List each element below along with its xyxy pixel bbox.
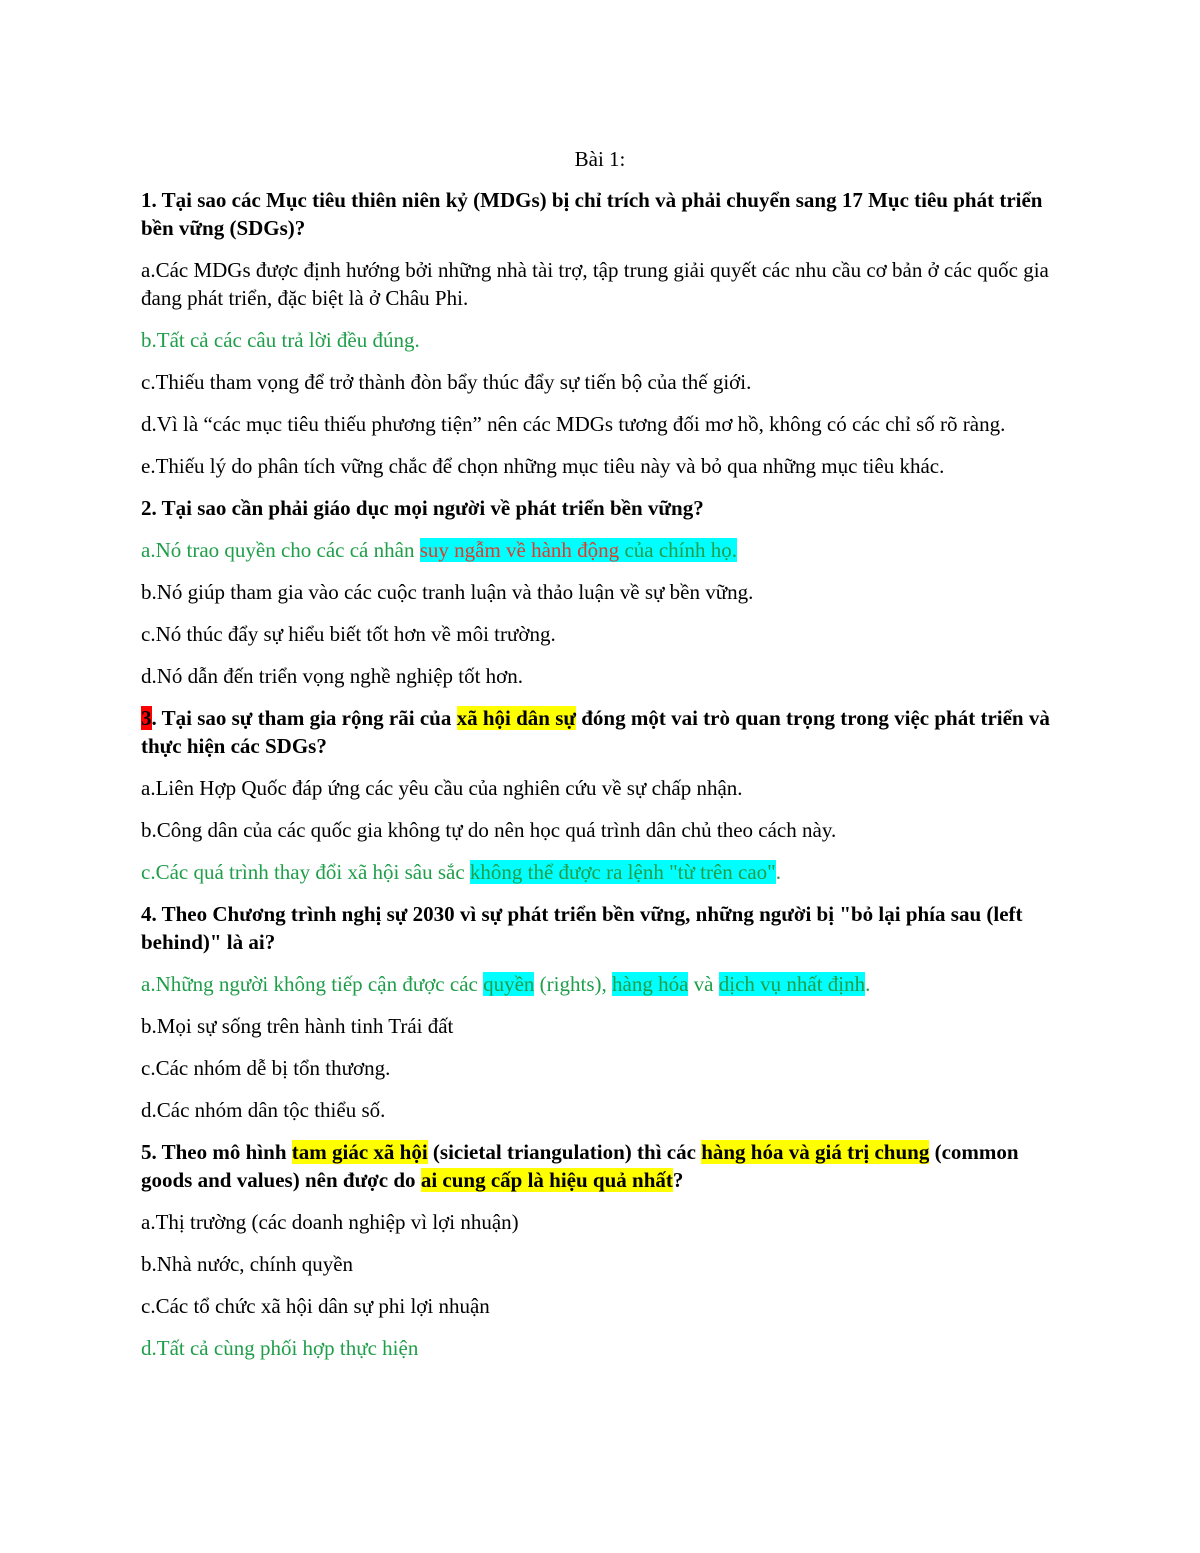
answer-3c-text: c.Các quá trình thay đổi xã hội sâu sắc	[141, 860, 470, 884]
answer-4a-highlight: hàng hóa	[612, 972, 689, 996]
answer-2b: b.Nó giúp tham gia vào các cuộc tranh luận và thảo luận về sự bền vững.	[141, 580, 754, 604]
answer-3c-correct	[141, 858, 1066, 886]
answer-4a-part: .	[865, 972, 871, 996]
question-5-part: ?	[672, 1168, 684, 1192]
answer-3c-text-end: .	[775, 860, 781, 884]
answer-4b: b.Mọi sự sống trên hành tinh Trái đất	[141, 1014, 454, 1038]
question-2: 2. Tại sao cần phải giáo dục mọi người về phát triển bền vững?	[141, 496, 704, 520]
answer-1b-correct: b.Tất cả các câu trả lời đều đúng.	[141, 328, 420, 352]
answer-4c: c.Các nhóm dễ bị tổn thương.	[141, 1056, 391, 1080]
question-5-highlight: hàng hóa và giá trị chung	[701, 1140, 930, 1164]
answer-1a: a.Các MDGs được định hướng bởi những nhà tài trợ, tập trung giải quyết các nhu cầu cơ bản ở các quốc gia đang phát triển, đặc biệt là ở Châu Phi.	[141, 258, 1049, 310]
page-title: Bài 1:	[574, 147, 626, 171]
answer-2d: d.Nó dẫn đến triển vọng nghề nghiệp tốt hơn.	[141, 664, 524, 688]
question-3-number: 3	[141, 706, 152, 730]
question-4: 4. Theo Chương trình nghị sự 2030 vì sự phát triển bền vững, những người bị "bỏ lại phía sau (left behind)" là ai?	[141, 902, 1023, 954]
answer-4d: d.Các nhóm dân tộc thiểu số.	[141, 1098, 386, 1122]
question-1: 1. Tại sao các Mục tiêu thiên niên kỷ (MDGs) bị chỉ trích và phải chuyển sang 17 Mục tiêu phát triển bền vững (SDGs)?	[141, 188, 1043, 240]
answer-2a-highlight-end: của chính họ.	[619, 538, 737, 562]
answer-5b: b.Nhà nước, chính quyền	[141, 1252, 354, 1276]
answer-3a: a.Liên Hợp Quốc đáp ứng các yêu cầu của nghiên cứu về sự chấp nhận.	[141, 776, 743, 800]
answer-4a-correct	[141, 970, 1066, 998]
question-3	[141, 704, 1066, 760]
answer-2a-correct	[141, 536, 1066, 564]
question-5-highlight: tam giác xã hội	[291, 1140, 428, 1164]
answer-3b: b.Công dân của các quốc gia không tự do nên học quá trình dân chủ theo cách này.	[141, 818, 837, 842]
question-5-highlight: ai cung cấp là hiệu quả nhất	[420, 1168, 673, 1192]
answer-1e: e.Thiếu lý do phân tích vững chắc để chọn những mục tiêu này và bỏ qua những mục tiêu khác.	[141, 454, 945, 478]
question-3-text-end: đóng một vai trò quan trọng trong việc phát triển và thực hiện các SDGs?	[141, 706, 1050, 758]
question-5	[141, 1138, 1066, 1194]
question-5-part: 5. Theo mô hình	[141, 1140, 292, 1164]
answer-5c: c.Các tổ chức xã hội dân sự phi lợi nhuận	[141, 1294, 490, 1318]
answer-3c-highlight: không thể được ra lệnh "từ trên cao"	[469, 860, 776, 884]
answer-4a-highlight: quyền	[483, 972, 535, 996]
answer-4a-highlight: dịch vụ nhất định	[718, 972, 866, 996]
quiz-content	[141, 186, 1066, 1376]
question-3-text: . Tại sao sự tham gia rộng rãi của	[151, 706, 457, 730]
answer-5d-correct: d.Tất cả cùng phối hợp thực hiện	[141, 1336, 419, 1360]
question-3-highlight: xã hội dân sự	[456, 706, 576, 730]
answer-2a-text: a.Nó trao quyền cho các cá nhân	[141, 538, 420, 562]
answer-4a-part: (rights),	[534, 972, 612, 996]
answer-1d: d.Vì là “các mục tiêu thiếu phương tiện” nên các MDGs tương đối mơ hồ, không có các chỉ số rõ ràng.	[141, 412, 1006, 436]
answer-2c: c.Nó thúc đẩy sự hiểu biết tốt hơn về môi trường.	[141, 622, 556, 646]
answer-5a: a.Thị trường (các doanh nghiệp vì lợi nhuận)	[141, 1210, 519, 1234]
answer-4a-part: a.Những người không tiếp cận được các	[141, 972, 484, 996]
answer-2a-highlight: suy ngẫm về hành động	[419, 538, 620, 562]
answer-4a-part: và	[688, 972, 719, 996]
question-5-part: (sicietal triangulation) thì các	[427, 1140, 702, 1164]
answer-1c: c.Thiếu tham vọng để trở thành đòn bẩy thúc đẩy sự tiến bộ của thế giới.	[141, 370, 752, 394]
question-5-part: (common goods and values) nên được do	[141, 1140, 1019, 1192]
